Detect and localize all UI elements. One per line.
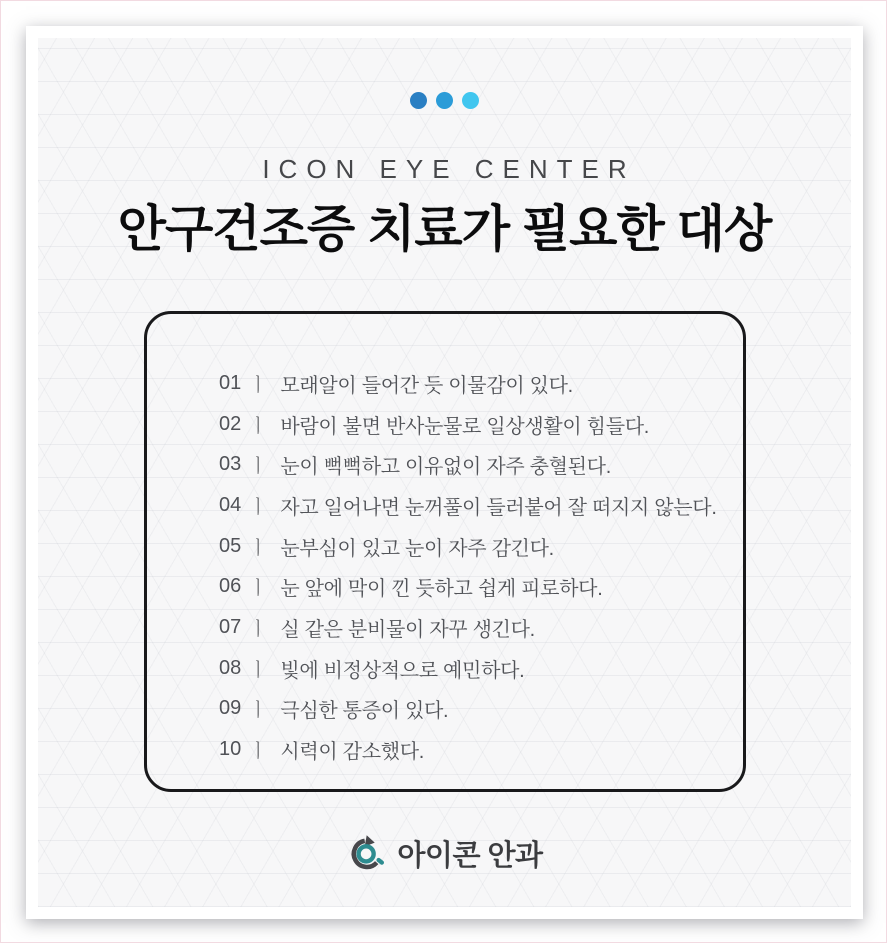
list-item [219, 444, 723, 485]
item-divider: ㅣ [249, 578, 268, 600]
item-number: 07 [219, 615, 242, 638]
list-item [219, 526, 723, 567]
item-number: 04 [219, 493, 242, 516]
item-number: 06 [219, 575, 242, 598]
item-divider: ㅣ [249, 456, 268, 478]
item-text: 자고 일어나면 눈꺼풀이 들러붙어 잘 떠지지 않는다. [280, 496, 717, 519]
accent-dot-icon [410, 92, 427, 109]
item-number: 10 [219, 738, 242, 761]
item-divider: ㅣ [249, 700, 268, 722]
item-text: 눈 앞에 막이 낀 듯하고 쉽게 피로하다. [280, 578, 603, 601]
accent-dot-icon [462, 92, 479, 109]
item-divider: ㅣ [249, 618, 268, 640]
clinic-eyebrow: ICON EYE CENTER [262, 154, 636, 184]
item-divider: ㅣ [249, 496, 268, 518]
item-divider: ㅣ [249, 741, 268, 763]
item-text: 빛에 비정상적으로 예민하다. [280, 659, 525, 682]
item-number: 03 [219, 453, 242, 476]
item-text: 바람이 불면 반사눈물로 일상생활이 힘들다. [280, 415, 650, 438]
item-text: 눈이 뻑뻑하고 이유없이 자주 충혈된다. [280, 456, 611, 479]
symptom-list-box [144, 311, 746, 792]
circular-arrow-eye-logo-icon [346, 832, 388, 874]
item-text: 눈부심이 있고 눈이 자주 감긴다. [280, 537, 554, 560]
list-item [219, 729, 723, 770]
item-text: 모래알이 들어간 듯 이물감이 있다. [280, 374, 573, 397]
list-item [219, 404, 723, 445]
item-number: 01 [219, 371, 242, 394]
item-number: 05 [219, 534, 242, 557]
item-divider: ㅣ [249, 415, 268, 437]
clinic-logo [26, 832, 863, 874]
card-content [26, 26, 863, 919]
list-item [219, 566, 723, 607]
item-text: 시력이 감소했다. [280, 741, 425, 764]
page-title: 안구건조증 치료가 필요한 대상 [117, 201, 772, 257]
item-number: 08 [219, 656, 242, 679]
list-item [219, 485, 723, 526]
item-divider: ㅣ [249, 537, 268, 559]
item-text: 실 같은 분비물이 자꾸 생긴다. [280, 618, 535, 641]
item-number: 02 [219, 412, 242, 435]
list-item [219, 648, 723, 689]
clinic-name: 아이콘 안과 [397, 839, 543, 872]
accent-dot-icon [436, 92, 453, 109]
item-divider: ㅣ [249, 374, 268, 396]
list-item [219, 363, 723, 404]
accent-dots [26, 92, 863, 109]
item-text: 극심한 통증이 있다. [280, 700, 449, 723]
list-item [219, 607, 723, 648]
item-number: 09 [219, 697, 242, 720]
logo-teal-ring [359, 846, 374, 861]
item-divider: ㅣ [249, 659, 268, 681]
list-item [219, 689, 723, 730]
content-card [26, 26, 863, 919]
